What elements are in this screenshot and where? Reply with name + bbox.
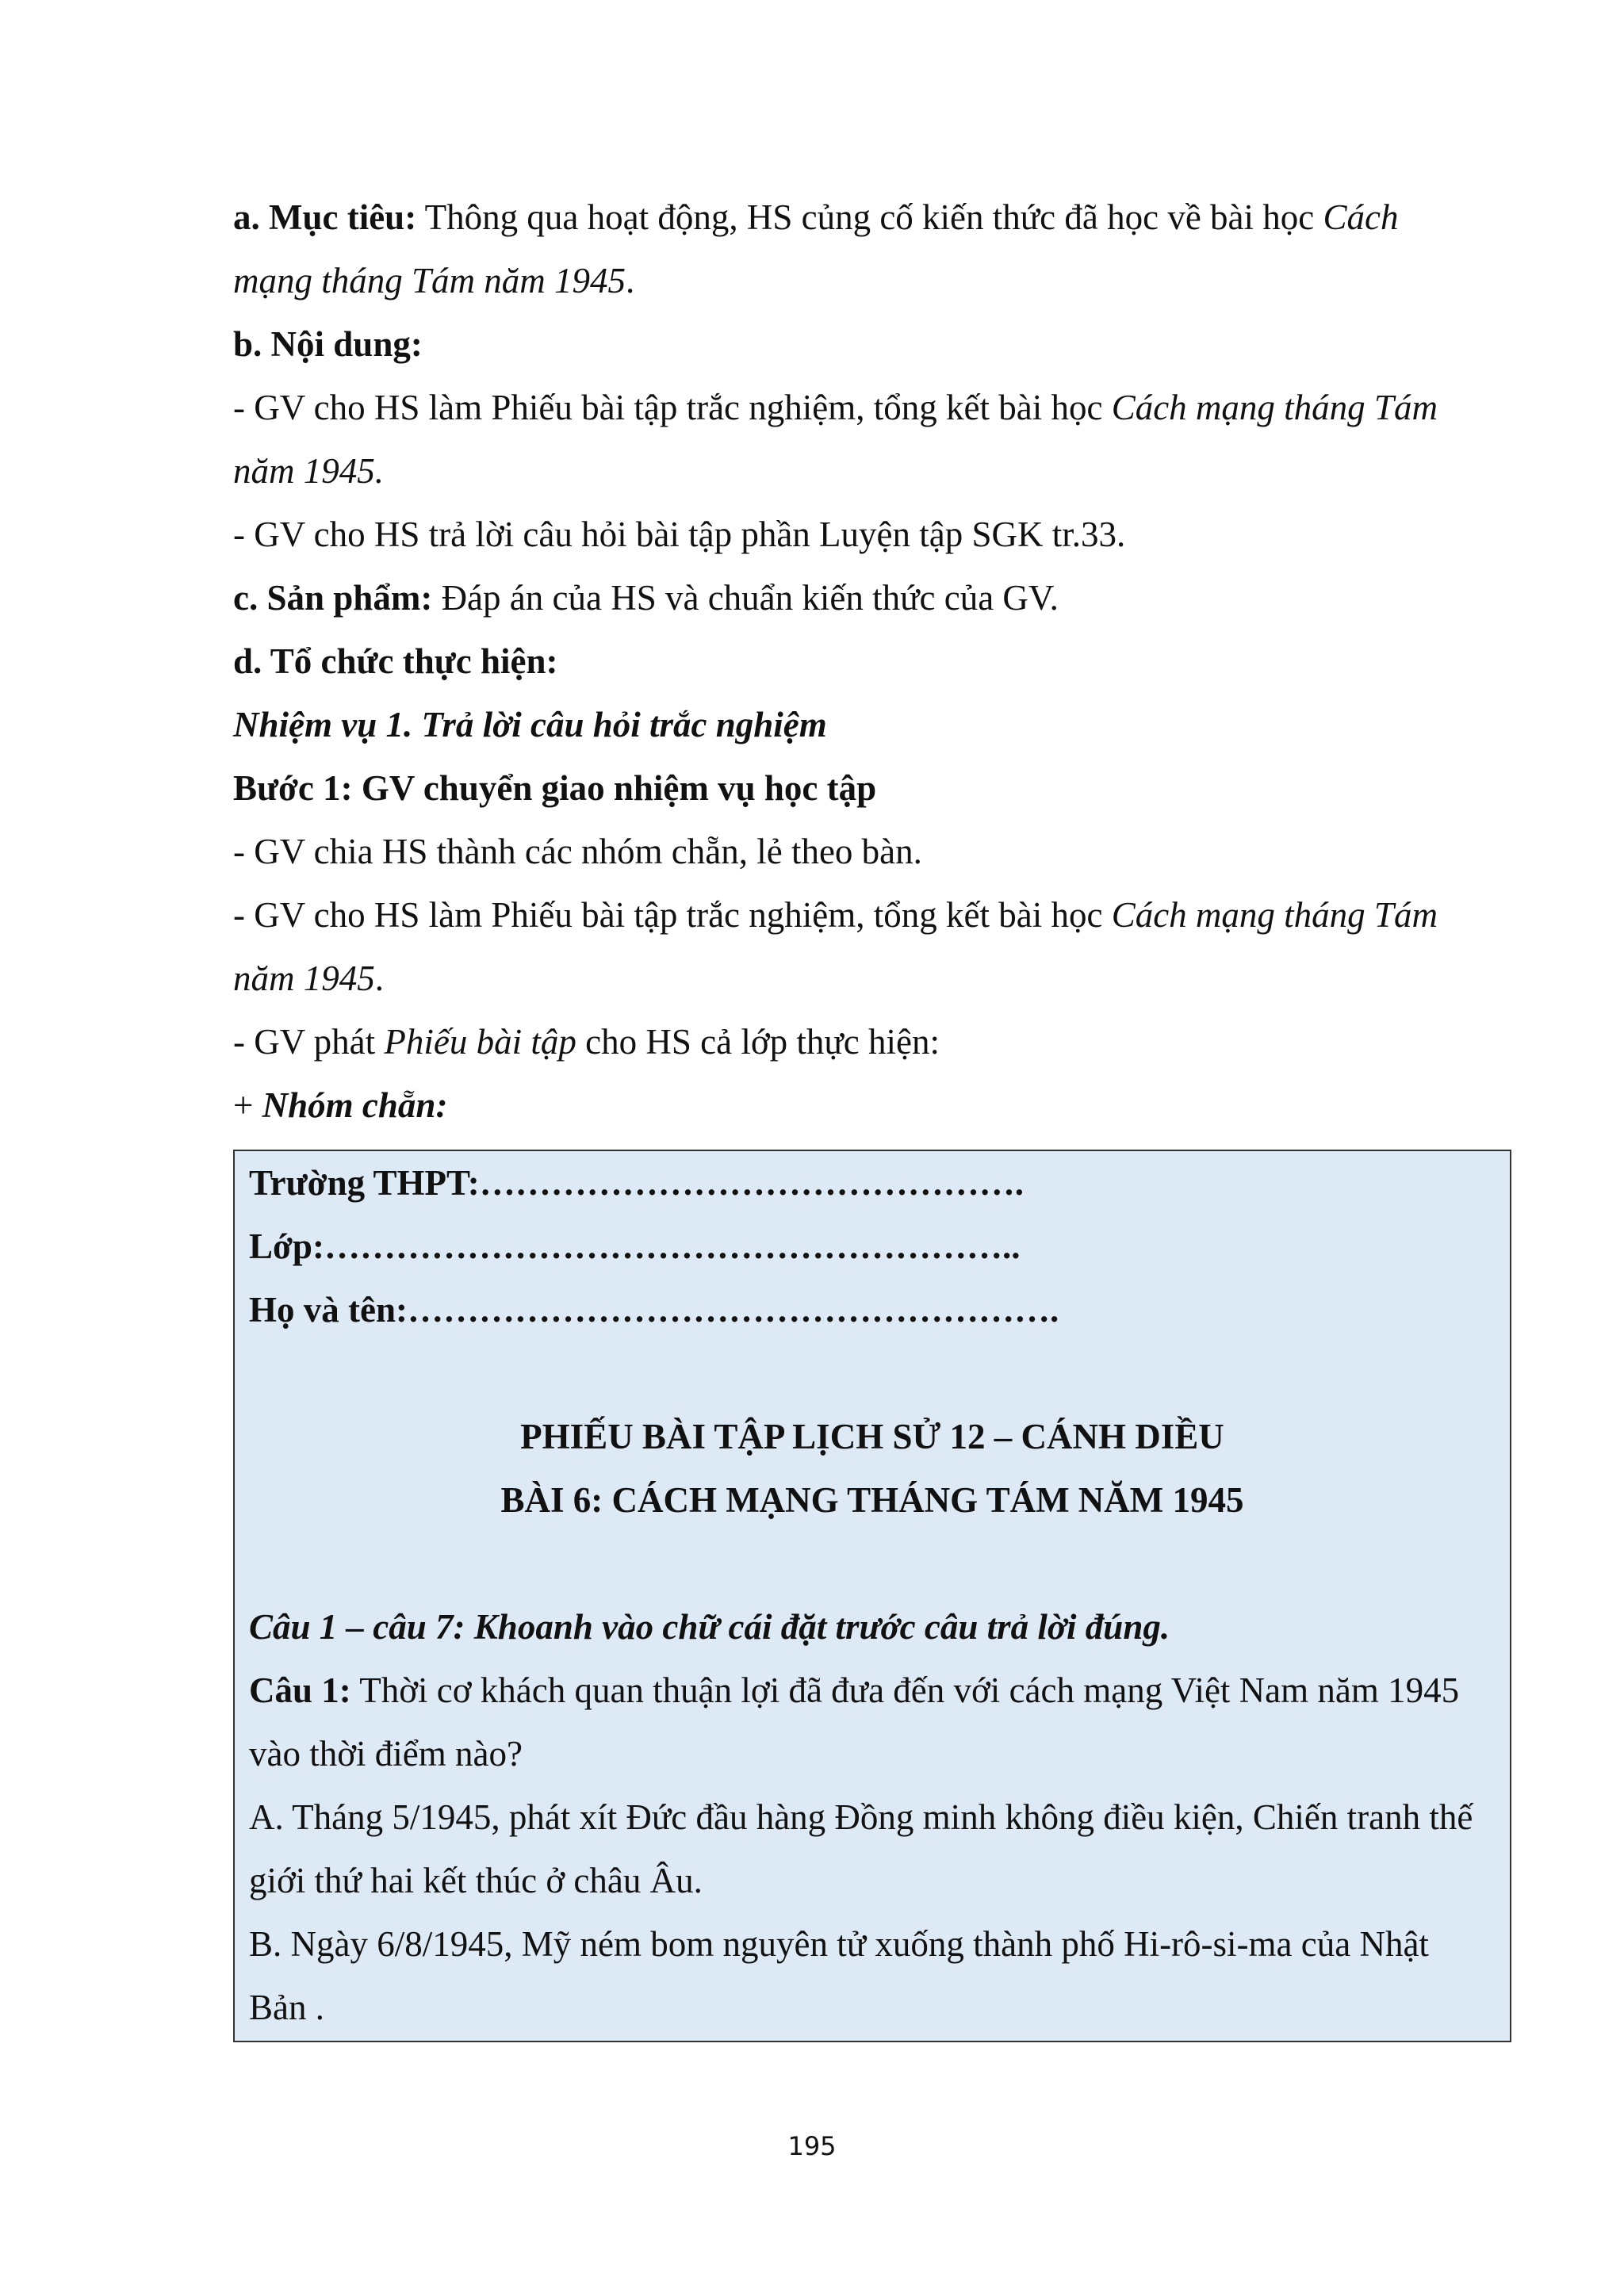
step-1-italic-2: Cách mạng tháng Tám	[1111, 895, 1438, 935]
step-1-text-3a: - GV phát	[233, 1022, 385, 1062]
content-heading: b. Nội dung:	[233, 324, 423, 364]
step-1-text-2: - GV cho HS làm Phiếu bài tập trắc nghiệm, tổng kết bài học	[233, 895, 1112, 935]
product-line	[233, 566, 1478, 629]
step-1-line-3	[233, 1010, 1478, 1073]
content-italic-1: Cách mạng tháng Tám	[1111, 388, 1438, 427]
product-text: Đáp án của HS và chuẩn kiến thức của GV.	[432, 578, 1059, 618]
even-group-line	[233, 1073, 1478, 1137]
page-number: 195	[787, 2131, 837, 2161]
option-a-line-1: A. Tháng 5/1945, phát xít Đức đầu hàng Đồng minh không điều kiện, Chiến tranh thế	[249, 1797, 1473, 1837]
even-group-prefix: +	[233, 1085, 262, 1125]
option-b-line-2: Bản .	[249, 1988, 324, 2027]
objective-label: a. Mục tiêu:	[233, 197, 417, 237]
step-1-line-1: - GV chia HS thành các nhóm chẵn, lẻ theo bàn.	[233, 832, 922, 871]
worksheet-title-2: BÀI 6: CÁCH MẠNG THÁNG TÁM NĂM 1945	[500, 1480, 1244, 1520]
step-1-heading: Bước 1: GV chuyển giao nhiệm vụ học tập	[233, 768, 877, 808]
even-group-label: Nhóm chẵn:	[262, 1085, 448, 1125]
worksheet-name-italic: Phiếu bài tập	[384, 1022, 576, 1062]
question-1-line-1	[249, 1659, 1497, 1722]
lesson-title-italic: mạng tháng Tám năm 1945	[233, 261, 626, 300]
content-line-1-cont: năm 1945.	[233, 451, 384, 491]
objective-text: Thông qua hoạt động, HS củng cố kiến thức đã học về bài học	[416, 197, 1323, 237]
content-line-2: - GV cho HS trả lời câu hỏi bài tập phần Luyện tập SGK tr.33.	[233, 515, 1126, 554]
step-1-line-2-cont	[233, 947, 1478, 1010]
content-line-1	[233, 376, 1478, 439]
school-field: Trường THPT:……………………………………….	[249, 1163, 1024, 1203]
objective-italic: Cách	[1323, 197, 1399, 237]
worksheet-title-1: PHIẾU BÀI TẬP LỊCH SỬ 12 – CÁNH DIỀU	[520, 1417, 1224, 1456]
option-a-line-2: giới thứ hai kết thúc ở châu Âu.	[249, 1861, 703, 1900]
step-1-period: .	[374, 959, 384, 998]
worksheet-box	[233, 1150, 1511, 2042]
step-1-line-2	[233, 883, 1478, 947]
content-text-1: - GV cho HS làm Phiếu bài tập trắc nghiệm, tổng kết bài học	[233, 388, 1112, 427]
objective-line	[233, 186, 1478, 249]
objective-period: .	[626, 261, 635, 300]
step-1-italic-year: năm 1945	[233, 959, 375, 998]
organization-heading: d. Tổ chức thực hiện:	[233, 641, 558, 681]
step-1-text-3b: cho HS cả lớp thực hiện:	[576, 1022, 940, 1062]
task-1-heading: Nhiệm vụ 1. Trả lời câu hỏi trắc nghiệm	[233, 705, 827, 744]
question-1-line-2: vào thời điểm nào?	[249, 1734, 523, 1774]
worksheet-instruction: Câu 1 – câu 7: Khoanh vào chữ cái đặt trước câu trả lời đúng.	[249, 1607, 1170, 1647]
option-b-line-1: B. Ngày 6/8/1945, Mỹ ném bom nguyên tử xuống thành phố Hi-rô-si-ma của Nhật	[249, 1924, 1429, 1964]
objective-line-2	[233, 249, 1478, 312]
question-1-label: Câu 1:	[249, 1670, 351, 1710]
product-label: c. Sản phẩm:	[233, 578, 433, 618]
name-field: Họ và tên:……………………………………………….	[249, 1290, 1059, 1330]
question-1-text: Thời cơ khách quan thuận lợi đã đưa đến với cách mạng Việt Nam năm 1945	[350, 1670, 1460, 1710]
class-field: Lớp:…………………………………………………..	[249, 1226, 1021, 1266]
